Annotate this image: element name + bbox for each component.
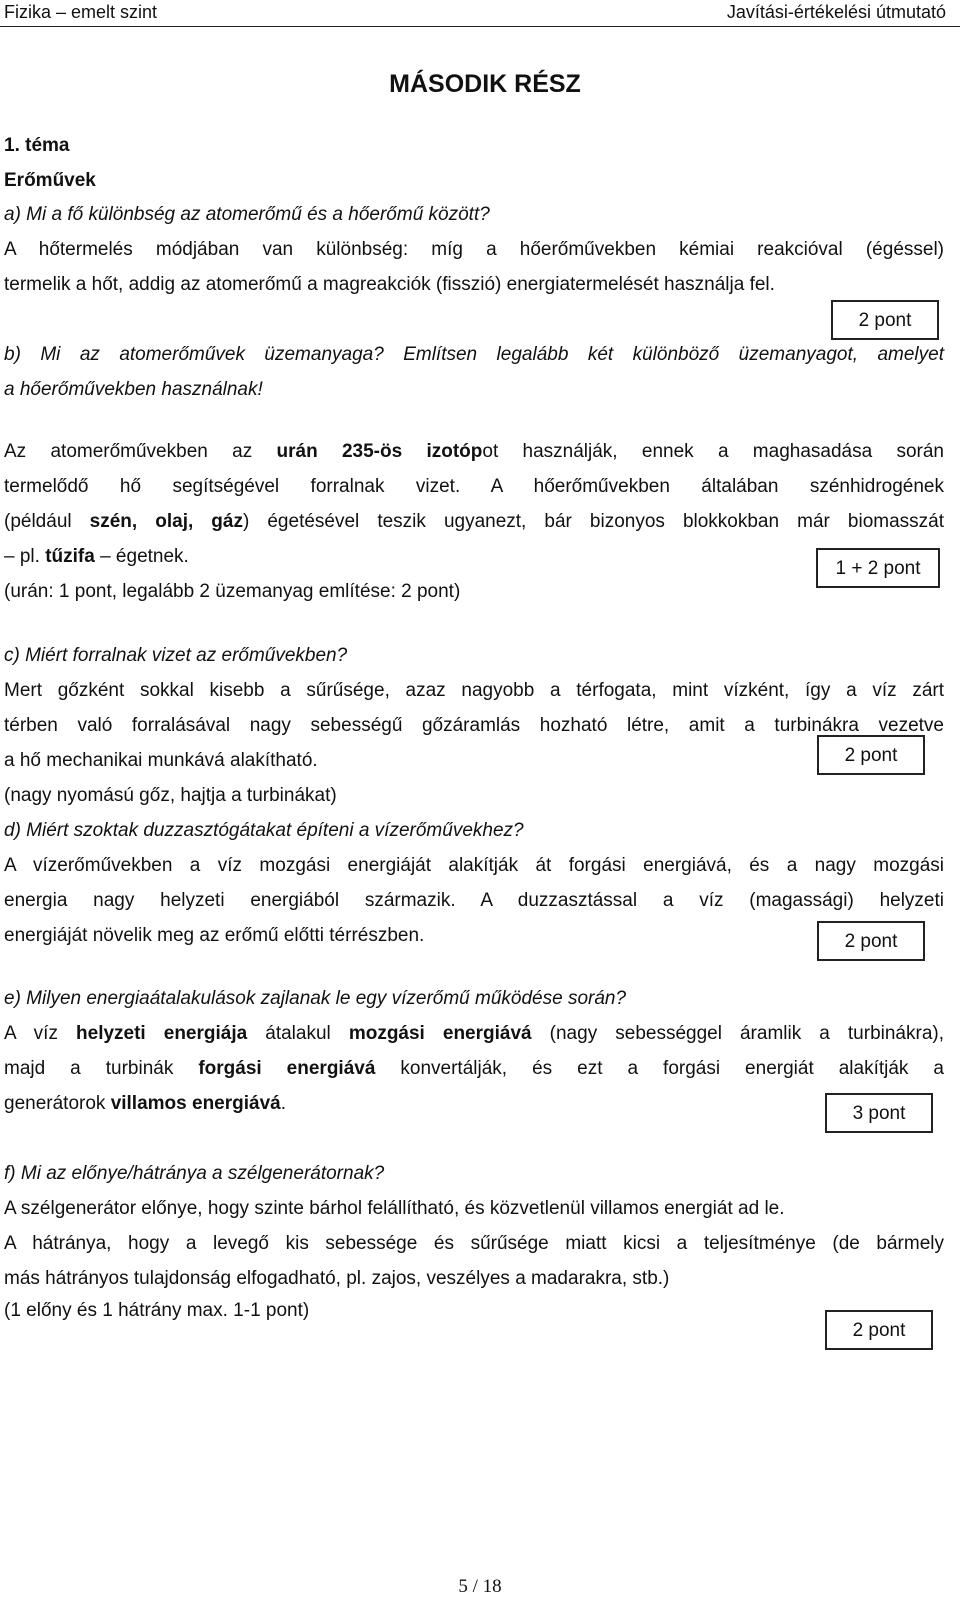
points-box-f: 2 pont — [825, 1310, 933, 1350]
answer-b-line: – pl. tűzifa – égetnek. — [4, 546, 189, 567]
question-e: e) Milyen energiaátalakulások zajlanak le egy vízerőmű működése során? — [4, 988, 627, 1009]
answer-e-line: generátorok villamos energiává. — [4, 1093, 287, 1114]
question-b-line: b) Mi az atomerőművek üzemanyaga? Említsen legalább két különböző üzemanyagot, amelyet — [4, 344, 944, 365]
points-box-c: 2 pont — [817, 735, 925, 775]
question-b-line: a hőerőművekben használnak! — [4, 379, 263, 400]
answer-f-line: más hátrányos tulajdonság elfogadható, pl. zajos, veszélyes a madarakra, stb.) — [4, 1268, 670, 1289]
answer-d-line: energia nagy helyzeti energiából származik. A duzzasztással a víz (magassági) helyzeti — [4, 890, 944, 911]
question-f: f) Mi az előnye/hátránya a szélgenerátornak? — [4, 1163, 385, 1184]
topic-number: 1. téma — [4, 135, 70, 156]
question-d: d) Miért szoktak duzzasztógátakat építeni a vízerőművekhez? — [4, 820, 524, 841]
answer-e-line: majd a turbinák forgási energiává konvertálják, és ezt a forgási energiát alakítják a — [4, 1058, 944, 1079]
points-box-a: 2 pont — [831, 300, 939, 340]
points-box-d: 2 pont — [817, 921, 925, 961]
answer-c-line: térben való forralásával nagy sebességű gőzáramlás hozható létre, amit a turbinákra vezetve — [4, 715, 944, 736]
question-c: c) Miért forralnak vizet az erőművekben? — [4, 645, 348, 666]
answer-c-line: Mert gőzként sokkal kisebb a sűrűsége, azaz nagyobb a térfogata, mint vízként, így a víz zárt — [4, 680, 944, 701]
page-header — [0, 0, 960, 27]
note-c: (nagy nyomású gőz, hajtja a turbinákat) — [4, 785, 337, 806]
answer-f-line: A szélgenerátor előnye, hogy szinte bárhol felállítható, és közvetlenül villamos energiát ad le. — [4, 1198, 785, 1219]
question-a: a) Mi a fő különbség az atomerőmű és a hőerőmű között? — [4, 204, 490, 225]
scoring-b: (urán: 1 pont, legalább 2 üzemanyag említése: 2 pont) — [4, 581, 461, 602]
page-title: MÁSODIK RÉSZ — [389, 70, 581, 98]
answer-b-line: Az atomerőművekben az urán 235-ös izotópot használják, ennek a maghasadása során — [4, 441, 944, 462]
answer-f-line: A hátránya, hogy a levegő kis sebessége és sűrűsége miatt kicsi a teljesítménye (de bármely — [4, 1233, 944, 1254]
answer-b-line: (például szén, olaj, gáz) égetésével teszik ugyanezt, bár bizonyos blokkokban már biomasszát — [4, 511, 944, 532]
points-box-e: 3 pont — [825, 1093, 933, 1133]
page-number: 5 / 18 — [458, 1576, 502, 1597]
header-right: Javítási-értékelési útmutató — [726, 2, 946, 22]
answer-e-line: A víz helyzeti energiája átalakul mozgási energiává (nagy sebességgel áramlik a turbinákra), — [4, 1023, 944, 1044]
header-left: Fizika – emelt szint — [4, 2, 158, 22]
answer-c-line: a hő mechanikai munkává alakítható. — [4, 750, 318, 771]
scoring-f: (1 előny és 1 hátrány max. 1-1 pont) — [4, 1300, 310, 1321]
answer-a-line: termelik a hőt, addig az atomerőmű a magreakciók (fisszió) energiatermelését használja fel. — [4, 274, 775, 295]
answer-d-line: A vízerőművekben a víz mozgási energiáját alakítják át forgási energiává, és a nagy mozgási — [4, 855, 944, 876]
topic-name: Erőművek — [4, 170, 96, 191]
points-box-b: 1 + 2 pont — [816, 548, 940, 588]
answer-d-line: energiáját növelik meg az erőmű előtti térrészben. — [4, 925, 425, 946]
answer-a-line: A hőtermelés módjában van különbség: míg a hőerőművekben kémiai reakcióval (égéssel) — [4, 239, 944, 260]
answer-b-line: termelődő hő segítségével forralnak vizet. A hőerőművekben általában szénhidrogének — [4, 476, 944, 497]
